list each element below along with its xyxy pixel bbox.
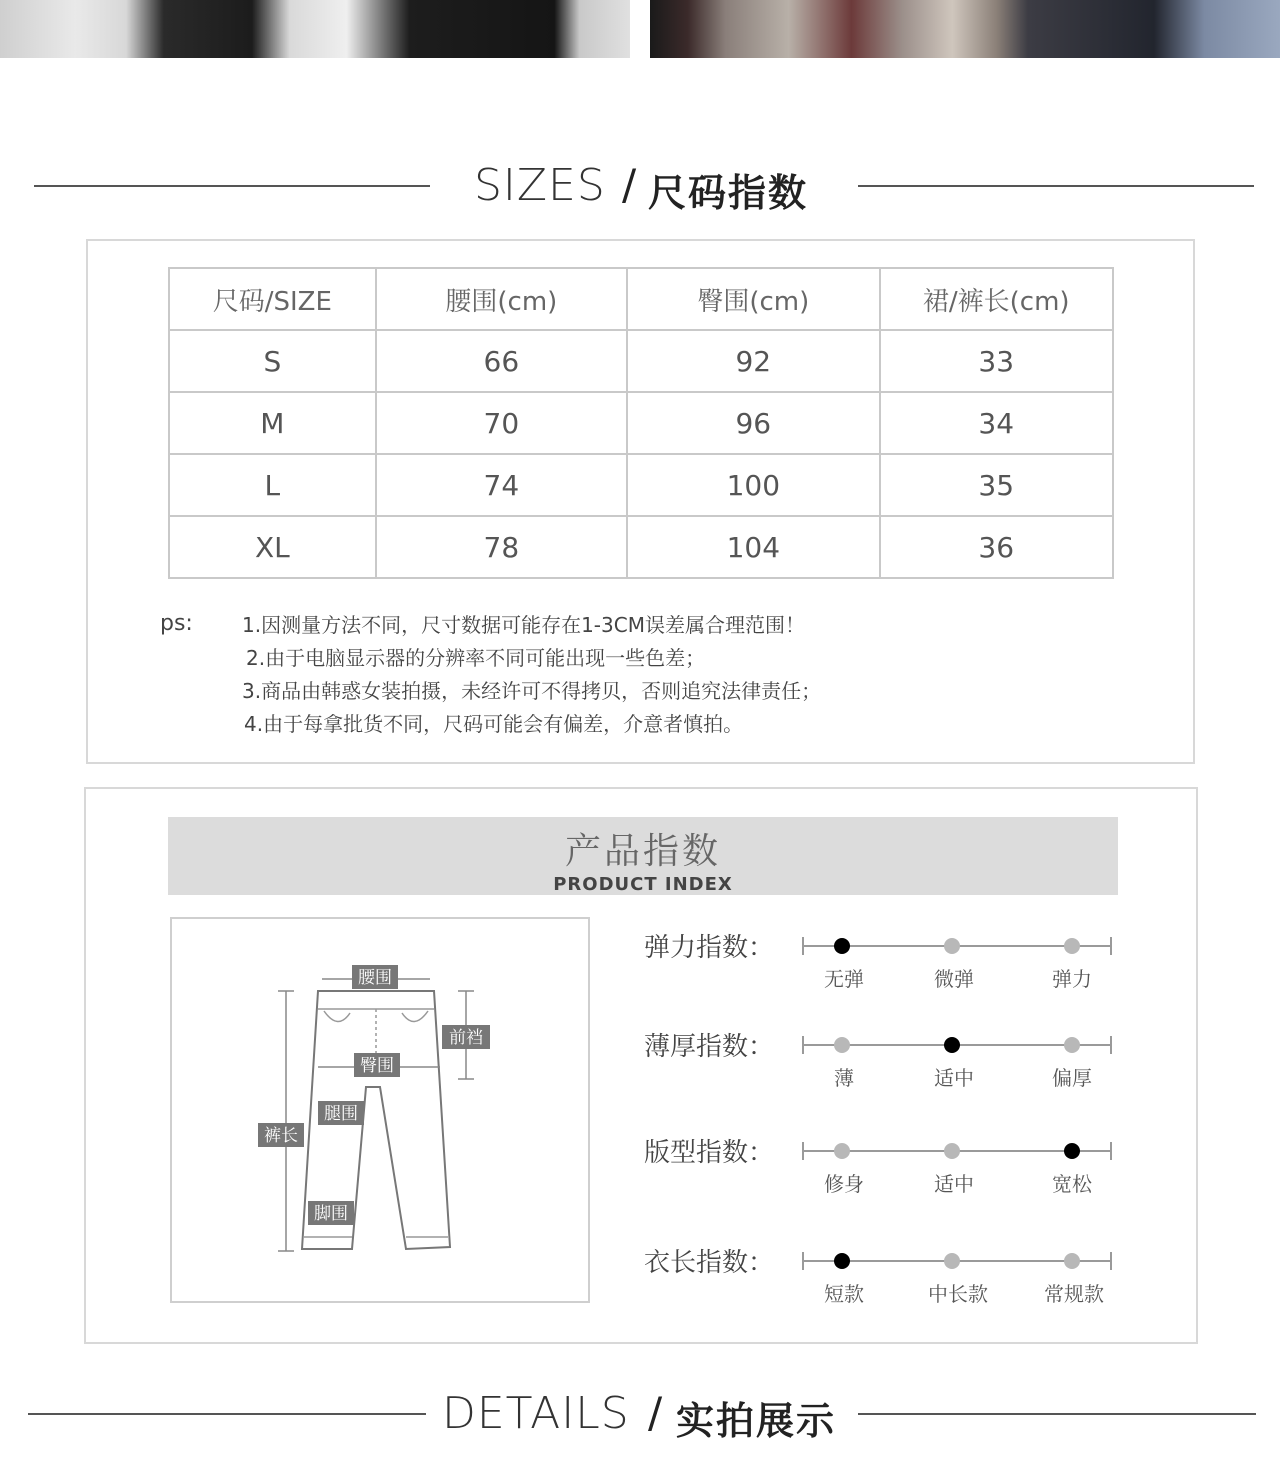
product-index-panel — [84, 787, 1198, 1344]
size-cell: M — [169, 392, 376, 454]
rating-label: 薄厚指数： — [644, 1032, 775, 1062]
hip-cell: 96 — [627, 392, 879, 454]
note-item: 2.由于电脑显示器的分辨率不同可能出现一些色差； — [246, 646, 706, 670]
pants-pocket-right — [402, 1011, 428, 1022]
heading-rule-left — [28, 1413, 426, 1415]
size-cell: S — [169, 330, 376, 392]
rating-track-cap — [1110, 1142, 1112, 1160]
rating-track-cap — [802, 1252, 804, 1270]
rating-track-cap — [1110, 937, 1112, 955]
rating-track-cap — [802, 1036, 804, 1054]
note-item: 4.由于每拿批货不同，尺码可能会有偏差，介意者慎拍。 — [244, 712, 744, 736]
pants-diagram — [172, 919, 588, 1301]
details-heading-zh: 实拍展示 — [676, 1399, 837, 1443]
rating-dot — [834, 1253, 850, 1269]
product-index-title-en: PRODUCT INDEX — [553, 874, 733, 895]
rating-label: 弹力指数： — [644, 933, 775, 963]
size-table-header-row — [169, 268, 1113, 330]
rating-fit — [644, 1132, 1124, 1202]
rating-option: 宽松 — [1052, 1172, 1092, 1196]
waist-cell: 74 — [376, 454, 627, 516]
size-cell: XL — [169, 516, 376, 578]
heading-rule-right — [858, 185, 1254, 187]
rating-option: 偏厚 — [1052, 1066, 1092, 1090]
pants-diagram-box — [170, 917, 590, 1303]
rating-option: 无弹 — [824, 967, 864, 991]
rating-option: 常规款 — [1044, 1282, 1104, 1306]
rating-length — [644, 1242, 1124, 1312]
waist-cell: 70 — [376, 392, 627, 454]
heading-rule-left — [34, 185, 430, 187]
sizes-heading — [0, 156, 1280, 216]
sizes-heading-en: SIZES — [474, 160, 606, 211]
length-cell: 35 — [880, 454, 1114, 516]
table-row — [169, 330, 1113, 392]
rating-dot — [1064, 1143, 1080, 1159]
sizes-heading-slash: / — [622, 160, 637, 209]
rating-option: 短款 — [824, 1282, 864, 1306]
rating-dot — [1064, 1037, 1080, 1053]
note-item: 1.因测量方法不同，尺寸数据可能存在1-3CM误差属合理范围！ — [242, 613, 805, 637]
length-col-header: 裙/裤长(cm) — [880, 268, 1114, 330]
rating-option: 适中 — [934, 1066, 974, 1090]
rating-dot — [834, 1037, 850, 1053]
size-cell: L — [169, 454, 376, 516]
notes-prefix: ps: — [160, 611, 193, 636]
hip-cell: 100 — [627, 454, 879, 516]
rating-dot — [1064, 938, 1080, 954]
rating-option: 修身 — [824, 1172, 864, 1196]
rating-dot — [944, 938, 960, 954]
rating-label: 版型指数： — [644, 1138, 775, 1168]
length-cell: 36 — [880, 516, 1114, 578]
rating-option: 弹力 — [1052, 967, 1092, 991]
length-label: 裤长 — [264, 1126, 298, 1146]
rating-track-cap — [1110, 1252, 1112, 1270]
length-cell: 33 — [880, 330, 1114, 392]
heading-rule-right — [858, 1413, 1256, 1415]
rating-option: 薄 — [834, 1066, 854, 1090]
hip-col-header: 臀围(cm) — [627, 268, 879, 330]
thigh-label: 腿围 — [324, 1104, 358, 1124]
waist-cell: 66 — [376, 330, 627, 392]
sizes-heading-zh: 尺码指数 — [648, 171, 809, 215]
hip-cell: 92 — [627, 330, 879, 392]
product-photo-left — [0, 0, 630, 58]
rating-track-cap — [802, 937, 804, 955]
rating-option: 中长款 — [928, 1282, 988, 1306]
product-index-title-zh: 产品指数 — [564, 831, 721, 872]
rating-dot — [944, 1253, 960, 1269]
rating-label: 衣长指数： — [644, 1248, 775, 1278]
length-cell: 34 — [880, 392, 1114, 454]
waist-col-header: 腰围(cm) — [376, 268, 627, 330]
details-heading-slash: / — [648, 1388, 663, 1437]
hem-label: 脚围 — [314, 1204, 348, 1224]
hip-label: 臀围 — [360, 1056, 394, 1076]
rating-dot — [834, 938, 850, 954]
details-heading-en: DETAILS — [442, 1388, 630, 1439]
rise-label: 前裆 — [449, 1028, 483, 1048]
hip-cell: 104 — [627, 516, 879, 578]
rating-dot — [944, 1143, 960, 1159]
table-row — [169, 454, 1113, 516]
rating-dot — [1064, 1253, 1080, 1269]
product-index-banner — [168, 817, 1118, 895]
waist-label: 腰围 — [358, 968, 392, 988]
rating-dot — [944, 1037, 960, 1053]
rating-track-cap — [802, 1142, 804, 1160]
rating-option: 微弹 — [934, 967, 974, 991]
note-item: 3.商品由韩惑女装拍摄，未经许可不得拷贝，否则追究法律责任； — [242, 679, 822, 703]
size-col-header: 尺码/SIZE — [169, 268, 376, 330]
size-table — [168, 267, 1114, 579]
rating-dot — [834, 1143, 850, 1159]
table-row — [169, 516, 1113, 578]
pants-pocket-left — [324, 1011, 350, 1022]
product-photo-right — [650, 0, 1280, 58]
rating-track-cap — [1110, 1036, 1112, 1054]
waist-cell: 78 — [376, 516, 627, 578]
rating-elasticity — [644, 927, 1124, 997]
photo-divider — [630, 0, 650, 58]
rating-option: 适中 — [934, 1172, 974, 1196]
rating-thickness — [644, 1026, 1124, 1096]
table-row — [169, 392, 1113, 454]
size-panel — [86, 239, 1195, 764]
details-heading — [0, 1384, 1280, 1444]
